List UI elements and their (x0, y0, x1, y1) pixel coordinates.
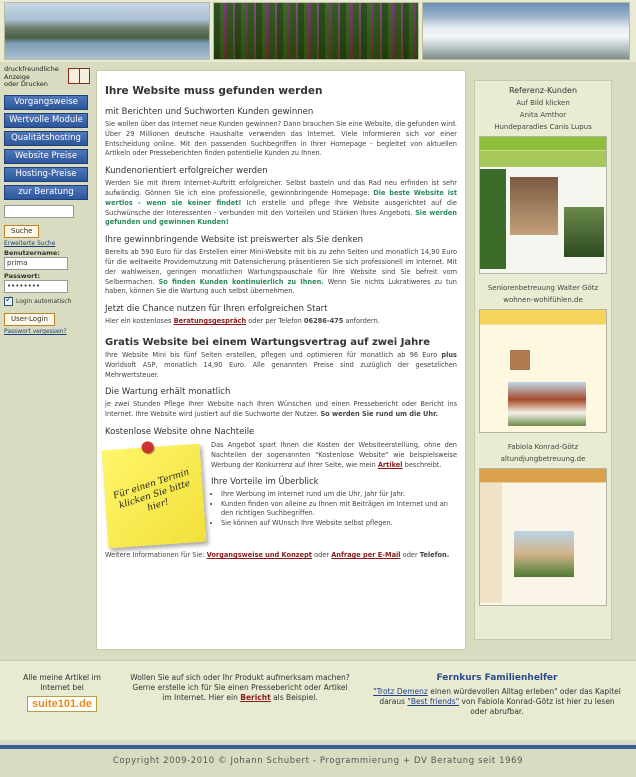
appointment-section (105, 441, 457, 545)
nav-website-preise[interactable]: Website Preise (4, 149, 88, 164)
page-title: Ihre Website muss gefunden werden (105, 85, 323, 97)
section-heading: Ihre Vorteile im Überblick (211, 477, 319, 488)
list-item: • Sie können auf WUnsch Ihre Website selbst pflegen. (221, 519, 457, 529)
password-label: Passwort: (4, 272, 41, 280)
phone-number: 06286-475 (303, 317, 344, 326)
appointment-postit[interactable]: Für einen Termin klicken Sie bitte hier! (102, 444, 207, 549)
section-heading: Kostenlose Website ohne Nachteile (105, 426, 255, 437)
section-text: Sie wollen über das Internet neue Kunden gewinnen? Dann brauchen Sie eine Website, die gefunden wird. Über 29 Millionen deutsche Haushalte verwenden das Internet. Viele informieren sich vor einer Entscheidung online. Mit den passenden Suchbegriffen in Ihrer Homepage - begleitet von aktuellen Artikeln oder Presseberichten finden potentielle Kunden zu Ihnen. (105, 120, 457, 158)
left-sidebar (4, 66, 90, 335)
course-heading: Fernkurs Familienhelfer (436, 673, 558, 683)
flower-meadow-photo (213, 2, 419, 60)
section-heading: mit Berichten und Suchworten Kunden gewinnen (105, 107, 314, 117)
concept-link[interactable]: Vorgangsweise und Konzept (206, 550, 312, 559)
more-info-text: Weitere Informationen für Sie: Vorgangsweise und Konzept oder Anfrage per E-Mail oder Telefon. (105, 550, 450, 559)
password-field[interactable]: •••••••• (4, 280, 68, 293)
header-banner (0, 0, 636, 62)
reference-sidebar: Referenz-Kunden Auf Bild klicken Anita Amthor Hundeparadies Canis Lupus Seniorenbetreuung Walter Götz wohnen-wohlfühlen.de Fabiola Konrad-Götz altundjungbetreuung.de (474, 80, 612, 640)
user-login-button[interactable]: User-Login (4, 313, 55, 326)
auto-login-checkbox[interactable] (4, 297, 13, 306)
suite101-logo[interactable]: suite101.de (27, 696, 97, 712)
cloud-valley-photo (422, 2, 630, 60)
nav-vorgangsweise[interactable]: Vorgangsweise (4, 95, 88, 110)
report-link[interactable]: Bericht (240, 693, 271, 702)
copyright: Copyright 2009-2010 © Johann Schubert - Programmierung + DV Beratung seit 1969 (112, 756, 524, 766)
nav-qualitaetshosting[interactable]: Qualitätshosting (4, 131, 88, 146)
best-friends-link[interactable]: "Best friends" (407, 697, 460, 706)
advantages-list (211, 490, 457, 528)
consultation-link[interactable]: Beratungsgespräch (173, 317, 247, 326)
list-item: • Ihre Werbung im Internet rund um die Uhr, Jahr für Jahr. (221, 490, 457, 500)
reference-title: Referenz-Kunden (508, 86, 578, 95)
email-request-link[interactable]: Anfrage per E-Mail (331, 550, 401, 559)
reference-thumbnail-wohnen-wohlfuehlen[interactable] (479, 309, 607, 433)
book-print-icon[interactable] (68, 68, 90, 84)
section-text: Werden Sie mit Ihrem Internet-Auftritt erfolgreicher. Selbst basteln und das Rad neu erfinden ist sehr aufwändig. Gönnen Sie ich eine professionelle, gewinnbringende Homepage: Die beste Website ist wertlos - wenn sie keiner findet! Ich erstelle und pflege Ihre Website ausgerichtet auf die Suchwünsche der Interessenten - verbunden mit den Vorteilen und Stärken Ihres Angebots. Sie werden gefunden und gewinnen Kunden! (105, 179, 457, 227)
nav-zur-beratung[interactable]: zur Beratung (4, 185, 88, 200)
reference-thumbnail-altundjung[interactable] (479, 468, 607, 606)
section-text: je zwei Stunden Pflege Ihrer Website nach Ihren Wünschen und einen Pressebericht oder Bericht ins Internet. Ihre Website wird justiert auf die Suchworte der Nutzer. So werden Sie rund um die Uhr. (105, 400, 457, 419)
main-content (96, 70, 466, 650)
auto-login-row (4, 297, 90, 306)
advanced-search-link[interactable]: Erweiterte Suche (4, 240, 56, 247)
mountain-lake-photo (4, 2, 210, 60)
section-heading: Ihre gewinnbringende Website ist preiswerter als Sie denken (105, 235, 364, 246)
section-heading: Kundenorientiert erfolgreicher werden (105, 166, 268, 177)
search-button[interactable]: Suche (4, 225, 39, 238)
forgot-password-link[interactable]: Passwort vergessen? (4, 328, 67, 335)
search-input[interactable] (4, 205, 74, 218)
username-label: Benutzername: (4, 249, 60, 257)
trotz-demenz-link[interactable]: "Trotz Demenz (373, 687, 428, 696)
print-link[interactable]: druckfreundliche Anzeige oder Drucken (4, 66, 90, 92)
section-text: Bereits ab 590 Euro für das Erstellen einer Mini-Website mit bis zu zehn Seiten und monatlich 14,90 Euro für die weltweite Providernutzung mit Datensicherung präsentieren Sie sich professionell im Internet. Mit der wahlweisen, geringen monatlichen Wartungspauschale für Ihre Website sind Sie befreit vom Selbermachen. So finden Kunden kontinuierlich zu Ihnen. Wenn Sie nichts Lukratiweres zu tun haben, können Sie die Wartung auch selbst übernehmen. (105, 248, 457, 296)
username-field[interactable]: prima (4, 257, 68, 270)
reference-thumbnail-canis-lupus[interactable] (479, 136, 607, 274)
footer: Alle meine Artikel im Internet bei suite101.de Wollen Sie auf sich oder Ihr Produkt aufmerksam machen? Gerne erstelle ich für Sie einen Pressebericht oder Artikel im Internet. Hier ein Bericht als Beispiel. Fernkurs Familienhelfer "Trotz Demenz einen würdevollen Alltag erleben" oder das Kapitel daraus "Best friends" von Fabiola Konrad-Götz ist hier zu lesen oder abrufbar. (0, 660, 636, 740)
article-link[interactable]: Artikel (377, 460, 403, 469)
nav-hosting-preise[interactable]: Hosting-Preise (4, 167, 88, 182)
section-heading: Die Wartung erhält monatlich (105, 387, 231, 398)
footer-divider (0, 745, 636, 749)
section-heading: Gratis Website bei einem Wartungsvertrag auf zwei Jahre (105, 336, 430, 348)
section-heading: Jetzt die Chance nutzen für Ihren erfolgreichen Start (105, 304, 328, 315)
list-item: • Kunden finden von alleine zu Ihnen mit Beiträgen im Internet und an den richtigen Suchbegriffen. (221, 500, 457, 519)
section-text: Ihre Website Mini bis fünf Seiten erstellen, pflegen und optimieren für monatlich ab 96 Euro plus Worldsoft ASP, monatlich 14,90 Euro. Alle genannten Preise sind zuzüglich der gesetzlichen Mehrwertsteuer. (105, 350, 457, 379)
auto-login-label: Login automatisch (16, 298, 72, 305)
nav-wertvolle-module[interactable]: Wertvolle Module (4, 113, 88, 128)
section-text: Das Angebot spart Ihnen die Kosten der Websiteerstellung, ohne den Nachteilen der sogenannten "Kostenlose Website" wie beispielsweise Werbung der Konkurrenz auf Ihrer Seite, wie mein Artikel beschreibt. (211, 440, 457, 469)
section-text: Hier ein kostenloses Beratungsgespräch oder per Telefon 06286-475 anfordern. (105, 317, 380, 326)
